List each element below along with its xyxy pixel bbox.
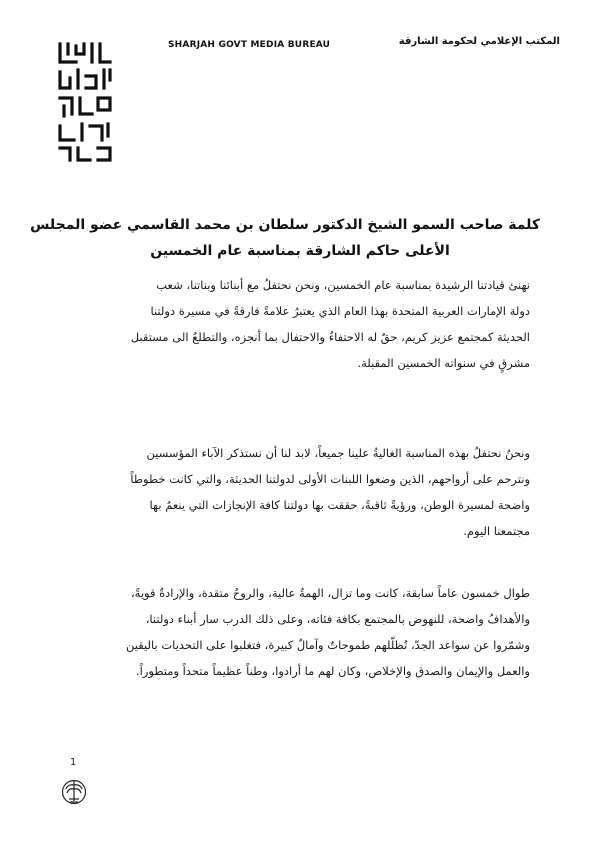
paragraph-line: وشمّروا عن سواعد الجدّ، تُظلّلهم طموحاتٌ وآمالٌ كبيرة، فتغلبوا على التحديات باليقين (125, 638, 530, 652)
paragraph-line: طوال خمسون عاماً سابقة، كانت وما تزال، الهمةُ عالية، والروحُ متقدة، والإرادةُ قويةً، (130, 586, 530, 600)
paragraph-line: واضحة لمسيرة الوطن، ورؤيةً ثاقبةً، حققت بها دولتنا كافة الإنجازات التي ينعمُ بها (149, 498, 530, 512)
paragraph-1 (70, 272, 530, 376)
paragraph-line: الحديثة كمجتمع عزيز كريم، حقٌ له الاحتفاءُ والاحتفال بما أنجزه، والتطلعُ الى مستقبل (130, 330, 530, 344)
document-title (30, 212, 540, 264)
title-line-2: الأعلى حاكم الشارقة بمناسبة عام الخمسين (150, 243, 450, 259)
title-line-1: كلمة صاحب السمو الشيخ الدكتور سلطان بن محمد القاسمي عضو المجلس (30, 217, 540, 233)
paragraph-line: مجتمعنا اليوم. (463, 524, 530, 538)
org-name-english: SHARJAH GOVT MEDIA BUREAU (168, 40, 331, 50)
sharjah-media-bureau-logo-icon (56, 40, 114, 162)
paragraph-2 (70, 440, 530, 544)
paragraph-line: والعمل والإيمان والصدق والإخلاص، وكان لهم ما أرادوا، وطناً عظيماً متحداً ومتطوراً. (135, 664, 530, 678)
paragraph-line: ونحنُ نحتفلُ بهذه المناسبة الغاليةُ علينا جميعاً، لابد لنا أن نستذكر الآباء المؤسسين (146, 446, 530, 460)
org-name-arabic: المكتب الإعلامي لحكومة الشارقة (398, 36, 560, 47)
paragraph-line: مشرقٍ في سنواته الخمسين المقبلة. (357, 356, 530, 370)
paragraph-3 (70, 580, 530, 684)
page-number: 1 (70, 757, 77, 768)
paragraph-line: والأهدافُ واضحة، للنهوض بالمجتمع بكافة فئاته، وعلى ذلك الدرب سار أبناء دولتنا، (145, 612, 530, 626)
paragraph-line: دولة الإمارات العربية المتحدة بهذا العام الذي يعتبرُ علامةً فارقةً في مسيرة دولتنا (150, 304, 530, 318)
sharjah-emblem-icon (61, 775, 87, 809)
paragraph-line: نهنئ قيادتنا الرشيدة بمناسبة عام الخمسين، ونحن نحتفلُ مع أبنائنا وبناتنا، شعب (156, 278, 530, 292)
paragraph-line: ونترحم على أرواحهم، الذين وضعوا اللبنات الأولى لدولتنا الحديثة، والتي كانت خطوطاً (130, 472, 530, 486)
